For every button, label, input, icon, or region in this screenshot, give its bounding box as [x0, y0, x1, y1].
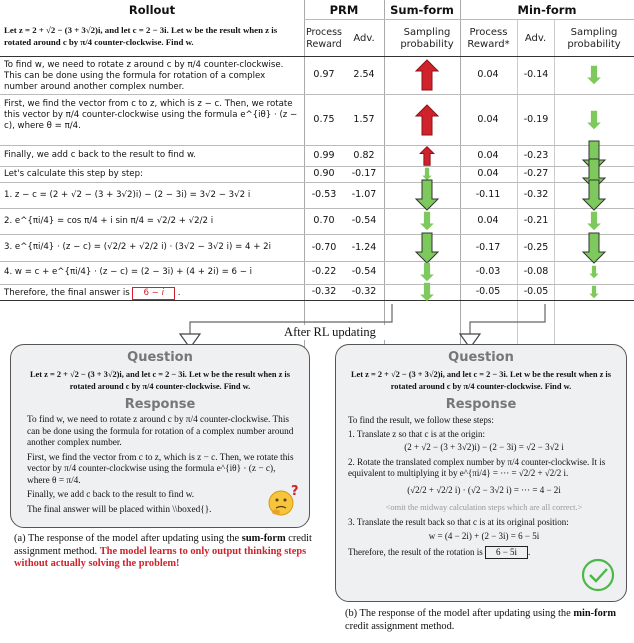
min-prm-value: -0.11 — [475, 189, 501, 200]
question-text: Let z = 2 + √2 − (3 + 3√2)i, and let c = 2 − 3i. Let w be the result when z is rotated around c by π/4 counter-clockwise. Find w. — [29, 370, 291, 391]
min-adv-value: -0.19 — [523, 114, 549, 125]
min-prm-value: 0.04 — [477, 114, 499, 125]
response-title: Response — [124, 397, 196, 412]
right-step-3-eq: w = (4 − 2i) + (2 − 3i) = 6 − 5i — [428, 530, 540, 541]
prm-value: -0.70 — [311, 242, 337, 253]
prm-value: -0.53 — [311, 189, 337, 200]
min-sampling-arrow — [587, 212, 601, 231]
rollout-step-8: 4. w = c + e^{πi/4} · (z − c) = (2 − 3i) + (4 + 2i) = 6 − i — [4, 267, 253, 277]
sum-adv-value: 0.82 — [353, 150, 375, 161]
sum-sampling-arrow — [416, 105, 438, 135]
prm-value: 0.75 — [313, 114, 335, 125]
min-prm-value: -0.03 — [475, 266, 501, 277]
prm-value: -0.22 — [311, 266, 337, 277]
min-sampling-arrow — [583, 233, 605, 263]
rollout-step-9: Therefore, the final answer is 6 − i . — [4, 288, 181, 298]
after-rl-label: After RL updating — [250, 325, 410, 340]
left-step-4: The final answer will be placed within \\boxed{}. — [27, 504, 212, 515]
sum-sampling-arrow — [420, 283, 434, 302]
sum-adv-value: -1.07 — [351, 189, 377, 200]
min-adv-value: -0.21 — [523, 215, 549, 226]
rollout-step-1: To find w, we need to rotate z around c by π/4 counter-clockwise. This can be done using the formula for rotation of a complex number around another complex number. — [4, 60, 284, 92]
sum-adv-value: 1.57 — [353, 114, 375, 125]
min-adv-value: -0.32 — [523, 189, 549, 200]
min-adv-value: -0.08 — [523, 266, 549, 277]
caption-a-prefix: (a) The response of the model after updating using the — [14, 533, 240, 544]
left-step-1: To find w, we need to rotate z around c by π/4 counter-clockwise. This can be done using the formula for rotation of a complex number around another complex number. — [27, 415, 294, 448]
rollout-step-6: 2. e^{πi/4} = cos π/4 + i sin π/4 = √2/2 + √2/2 i — [4, 216, 214, 226]
min-sampling-arrow — [587, 66, 601, 85]
min-prm-value: 0.04 — [477, 168, 499, 179]
right-intro: To find the result, we follow these steps: — [348, 415, 494, 425]
caption-b — [345, 608, 629, 633]
right-step-2-eq: (√2/2 + √2/2 i) · (√2 − 3√2 i) = ··· = 4 − 2i — [407, 485, 561, 496]
subheader-process-reward: Process Reward — [305, 27, 343, 50]
question-title: Question — [127, 350, 193, 365]
sum-sampling-arrow — [420, 263, 434, 282]
header-prm: PRM — [329, 3, 359, 17]
min-sampling-arrow — [587, 111, 601, 130]
subheader-adv: Adv. — [353, 33, 375, 44]
response-title: Response — [445, 397, 517, 412]
header-sum-form: Sum-form — [390, 3, 454, 17]
thinking-face-icon — [267, 483, 301, 517]
caption-a — [14, 533, 314, 571]
left-step-2: First, we find the vector from c to z, which is z − c. Then, we rotate this vector by π/4 counter-clockwise using the formula e^{iθ} · (z − c), where θ = π/4. — [27, 452, 294, 486]
subheader-sampling-probability-min: Sampling probability — [567, 27, 621, 50]
left-step-3: Finally, we add c back to the result to find w. — [27, 490, 195, 500]
min-adv-value: -0.27 — [523, 168, 549, 179]
caption-b-method: min-form — [573, 608, 617, 619]
caption-a-method: sum-form — [241, 533, 286, 544]
sum-adv-value: -0.54 — [351, 215, 377, 226]
question-title: Question — [448, 350, 514, 365]
prm-value: 0.70 — [313, 215, 335, 226]
sum-adv-value: -0.32 — [351, 286, 377, 297]
sum-adv-value: -0.54 — [351, 266, 377, 277]
min-prm-value: 0.04 — [477, 215, 499, 226]
sum-sampling-arrow — [420, 147, 434, 166]
left-response-panel — [10, 344, 310, 528]
left-response-body — [27, 415, 299, 516]
min-sampling-arrow — [589, 286, 598, 299]
prm-value: 0.99 — [313, 150, 335, 161]
sum-sampling-arrow — [416, 233, 438, 263]
sum-sampling-arrow — [416, 60, 438, 90]
sum-adv-value: -1.24 — [351, 242, 377, 253]
rollout-step-4: Let's calculate this step by step: — [4, 169, 143, 179]
min-prm-value: -0.17 — [475, 242, 501, 253]
rollout-step-2: First, we find the vector from c to z, which is z − c. Then, we rotate this vector by π/4 counter-clockwise using the formula e^{iθ} · (z − c), where θ = π/4. — [4, 99, 298, 131]
question-text: Let z = 2 + √2 − (3 + 3√2)i, and let c = 2 − 3i. Let w be the result when z is rotated around c by π/4 counter-clockwise. Find w. — [4, 25, 278, 47]
sum-adv-value: 2.54 — [353, 69, 375, 80]
min-adv-value: -0.05 — [523, 286, 549, 297]
right-step-1-eq: (2 + √2 − (3 + 3√2)i) − (2 − 3i) = √2 − 3√2 i — [404, 442, 564, 453]
prm-value: -0.32 — [311, 286, 337, 297]
min-sampling-arrow — [583, 180, 605, 210]
prm-value: 0.97 — [313, 69, 335, 80]
right-step-1: 1. Translate z so that c is at the origin: — [348, 429, 485, 440]
subheader-adv-min: Adv. — [524, 33, 547, 44]
right-final: Therefore, the result of the rotation is 6 − 5i . — [348, 546, 620, 559]
caption-a-mid: credit assignment method. — [14, 533, 312, 557]
prm-value: 0.90 — [313, 168, 335, 179]
min-prm-value: -0.05 — [475, 286, 501, 297]
min-prm-value: 0.04 — [477, 69, 499, 80]
subheader-process-reward-star: Process Reward* — [467, 27, 510, 50]
right-response-body — [348, 415, 620, 559]
rollout-step-5: 1. z − c = (2 + √2 − (3 + 3√2)i) − (2 − 3i) = 3√2 − 3√2 i — [4, 190, 251, 200]
caption-b-prefix: (b) The response of the model after updating using the — [345, 608, 571, 619]
svg-text:?: ? — [291, 484, 299, 499]
check-circle-icon — [580, 557, 616, 593]
sum-adv-value: -0.17 — [351, 168, 377, 179]
right-step-3: 3. Translate the result back so that c is at its original position: — [348, 517, 569, 528]
sum-sampling-arrow — [420, 212, 434, 231]
header-min-form: Min-form — [517, 3, 577, 17]
right-final-box: 6 − 5i — [485, 546, 528, 559]
sum-sampling-arrow — [422, 168, 431, 181]
rollout-step-7: 3. e^{πi/4} · (z − c) = (√2/2 + √2/2 i) · (3√2 − 3√2 i) = 4 + 2i — [4, 242, 272, 252]
right-response-panel — [335, 344, 627, 602]
caption-b-suffix: credit assignment method. — [345, 620, 455, 632]
right-step-2: 2. Rotate the translated complex number by π/4 counter-clockwise. It is equivalent to multiplying it by e^{πi/4} = ··· = √2/2 + √2/2 i. — [348, 456, 606, 478]
omit-note: <omit the midway calculation steps which are all correct.> — [385, 503, 583, 513]
min-sampling-arrow — [589, 266, 598, 279]
caption-a-highlight: The model learns to only output thinking steps without actually solving the problem! — [14, 545, 307, 569]
header-rollout: Rollout — [128, 3, 176, 17]
right-final-text: Therefore, the result of the rotation is — [348, 546, 483, 557]
subheader-sampling-probability: Sampling probability — [400, 27, 454, 50]
question-text: Let z = 2 + √2 − (3 + 3√2)i, and let c = 2 − 3i. Let w be the result when z is rotated around c by π/4 counter-clockwise. Find w. — [350, 370, 612, 391]
sum-sampling-arrow — [416, 180, 438, 210]
min-adv-value: -0.23 — [523, 150, 549, 161]
min-prm-value: 0.04 — [477, 150, 499, 161]
min-adv-value: -0.14 — [523, 69, 549, 80]
rollout-step-3: Finally, we add c back to the result to find w. — [4, 150, 196, 160]
min-adv-value: -0.25 — [523, 242, 549, 253]
